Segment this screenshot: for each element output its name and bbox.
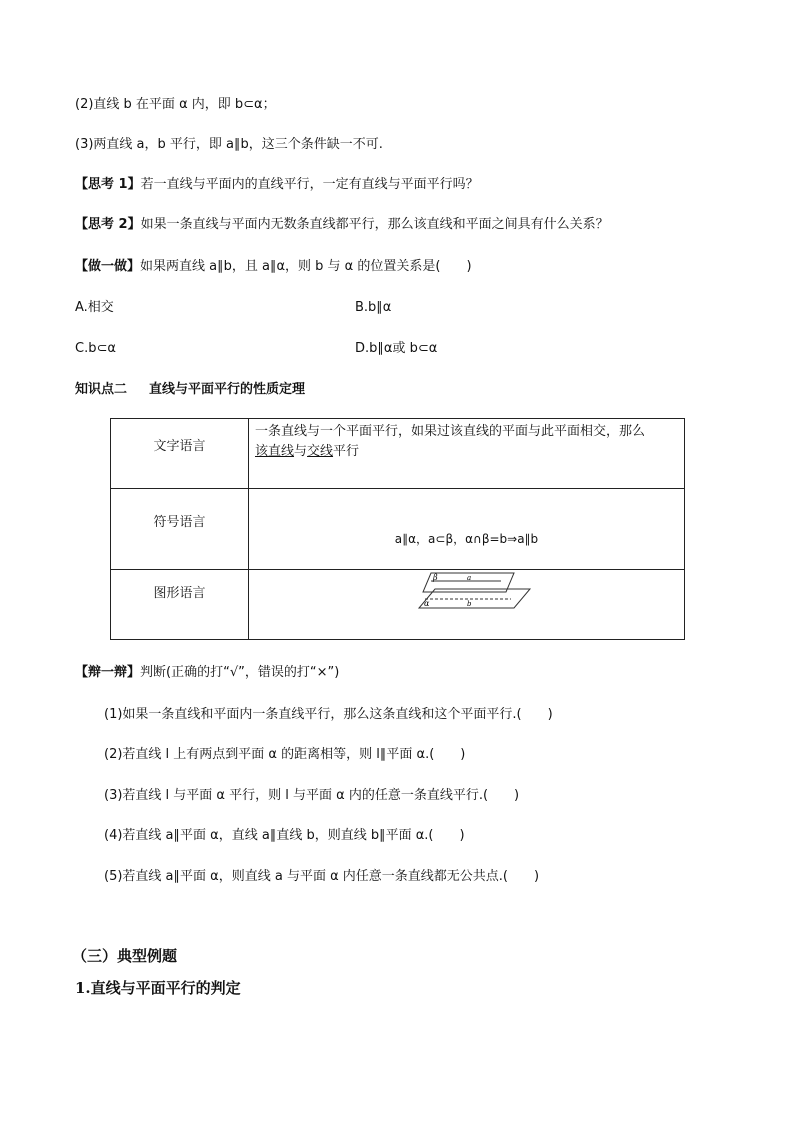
think-1-tag: 【思考 1】 — [75, 177, 141, 192]
row-2-content: a∥α，a⊂β，α∩β=b⇒a∥b — [249, 489, 685, 570]
do-it-question — [75, 258, 472, 276]
judge-item-1: (1)如果一条直线和平面内一条直线平行，那么这条直线和这个平面平行.( ) — [104, 707, 553, 722]
fig-label-beta: β — [433, 573, 438, 582]
table-row-figure — [111, 570, 685, 640]
condition-3: (3)两直线 a，b 平行，即 a∥b，这三个条件缺一不可. — [75, 137, 383, 152]
row-1-text-a: 一条直线与一个平面平行，如果过该直线的平面与此平面相交，那么 — [255, 424, 646, 439]
debate-text: 判断(正确的打“√”，错误的打“×”) — [140, 665, 340, 680]
row-3-content — [249, 570, 685, 640]
section-2-title: 直线与平面平行的性质定理 — [149, 382, 306, 397]
option-b: B.b∥α — [355, 300, 392, 315]
judge-item-4: (4)若直线 a∥平面 α，直线 a∥直线 b，则直线 b∥平面 α.( ) — [104, 828, 465, 843]
condition-2: (2)直线 b 在平面 α 内，即 b⊂α； — [75, 97, 276, 112]
option-d: D.b∥α或 b⊂α — [355, 341, 438, 356]
think-2 — [75, 216, 609, 234]
row-3-head: 图形语言 — [111, 570, 249, 640]
parallel-planes-figure — [249, 570, 684, 632]
option-a: A.相交 — [75, 300, 114, 315]
fig-label-alpha: α — [424, 599, 430, 608]
fig-label-b: b — [467, 600, 472, 608]
debate-heading — [75, 664, 339, 682]
option-c: C.b⊂α — [75, 341, 116, 356]
judge-item-5: (5)若直线 a∥平面 α，则直线 a 与平面 α 内任意一条直线都无公共点.( ) — [104, 869, 540, 884]
row-1-mid: 与 — [294, 444, 308, 459]
judge-item-3: (3)若直线 l 与平面 α 平行，则 l 与平面 α 内的任意一条直线平行.( ) — [104, 788, 520, 803]
row-1-end: 平行 — [333, 444, 360, 459]
row-1-head: 文字语言 — [111, 419, 249, 489]
judge-item-2: (2)若直线 l 上有两点到平面 α 的距离相等，则 l∥平面 α.( ) — [104, 747, 466, 762]
section-3-heading: （三）典型例题 — [72, 947, 178, 965]
think-2-tag: 【思考 2】 — [75, 217, 141, 232]
debate-tag: 【辩一辩】 — [75, 665, 141, 680]
row-1-content — [249, 419, 685, 489]
do-it-tag: 【做一做】 — [75, 259, 141, 274]
think-1-text: 若一直线与平面内的直线平行，一定有直线与平面平行吗？ — [140, 177, 479, 192]
section-2-label: 知识点二 — [75, 382, 128, 397]
fig-label-a: a — [467, 574, 472, 582]
theorem-table — [110, 418, 685, 640]
row-1-underline-2: 交线 — [307, 444, 334, 459]
do-it-text: 如果两直线 a∥b，且 a∥α，则 b 与 α 的位置关系是( ) — [140, 259, 472, 274]
think-1 — [75, 176, 479, 194]
section-2-heading — [75, 381, 305, 399]
think-2-text: 如果一条直线与平面内无数条直线都平行，那么该直线和平面之间具有什么关系？ — [140, 217, 609, 232]
row-1-underline-1: 该直线 — [255, 444, 295, 459]
table-row-symbol — [111, 489, 685, 570]
row-2-head: 符号语言 — [111, 489, 249, 570]
table-row-text — [111, 419, 685, 489]
section-4-heading: 1.直线与平面平行的判定 — [75, 979, 241, 997]
